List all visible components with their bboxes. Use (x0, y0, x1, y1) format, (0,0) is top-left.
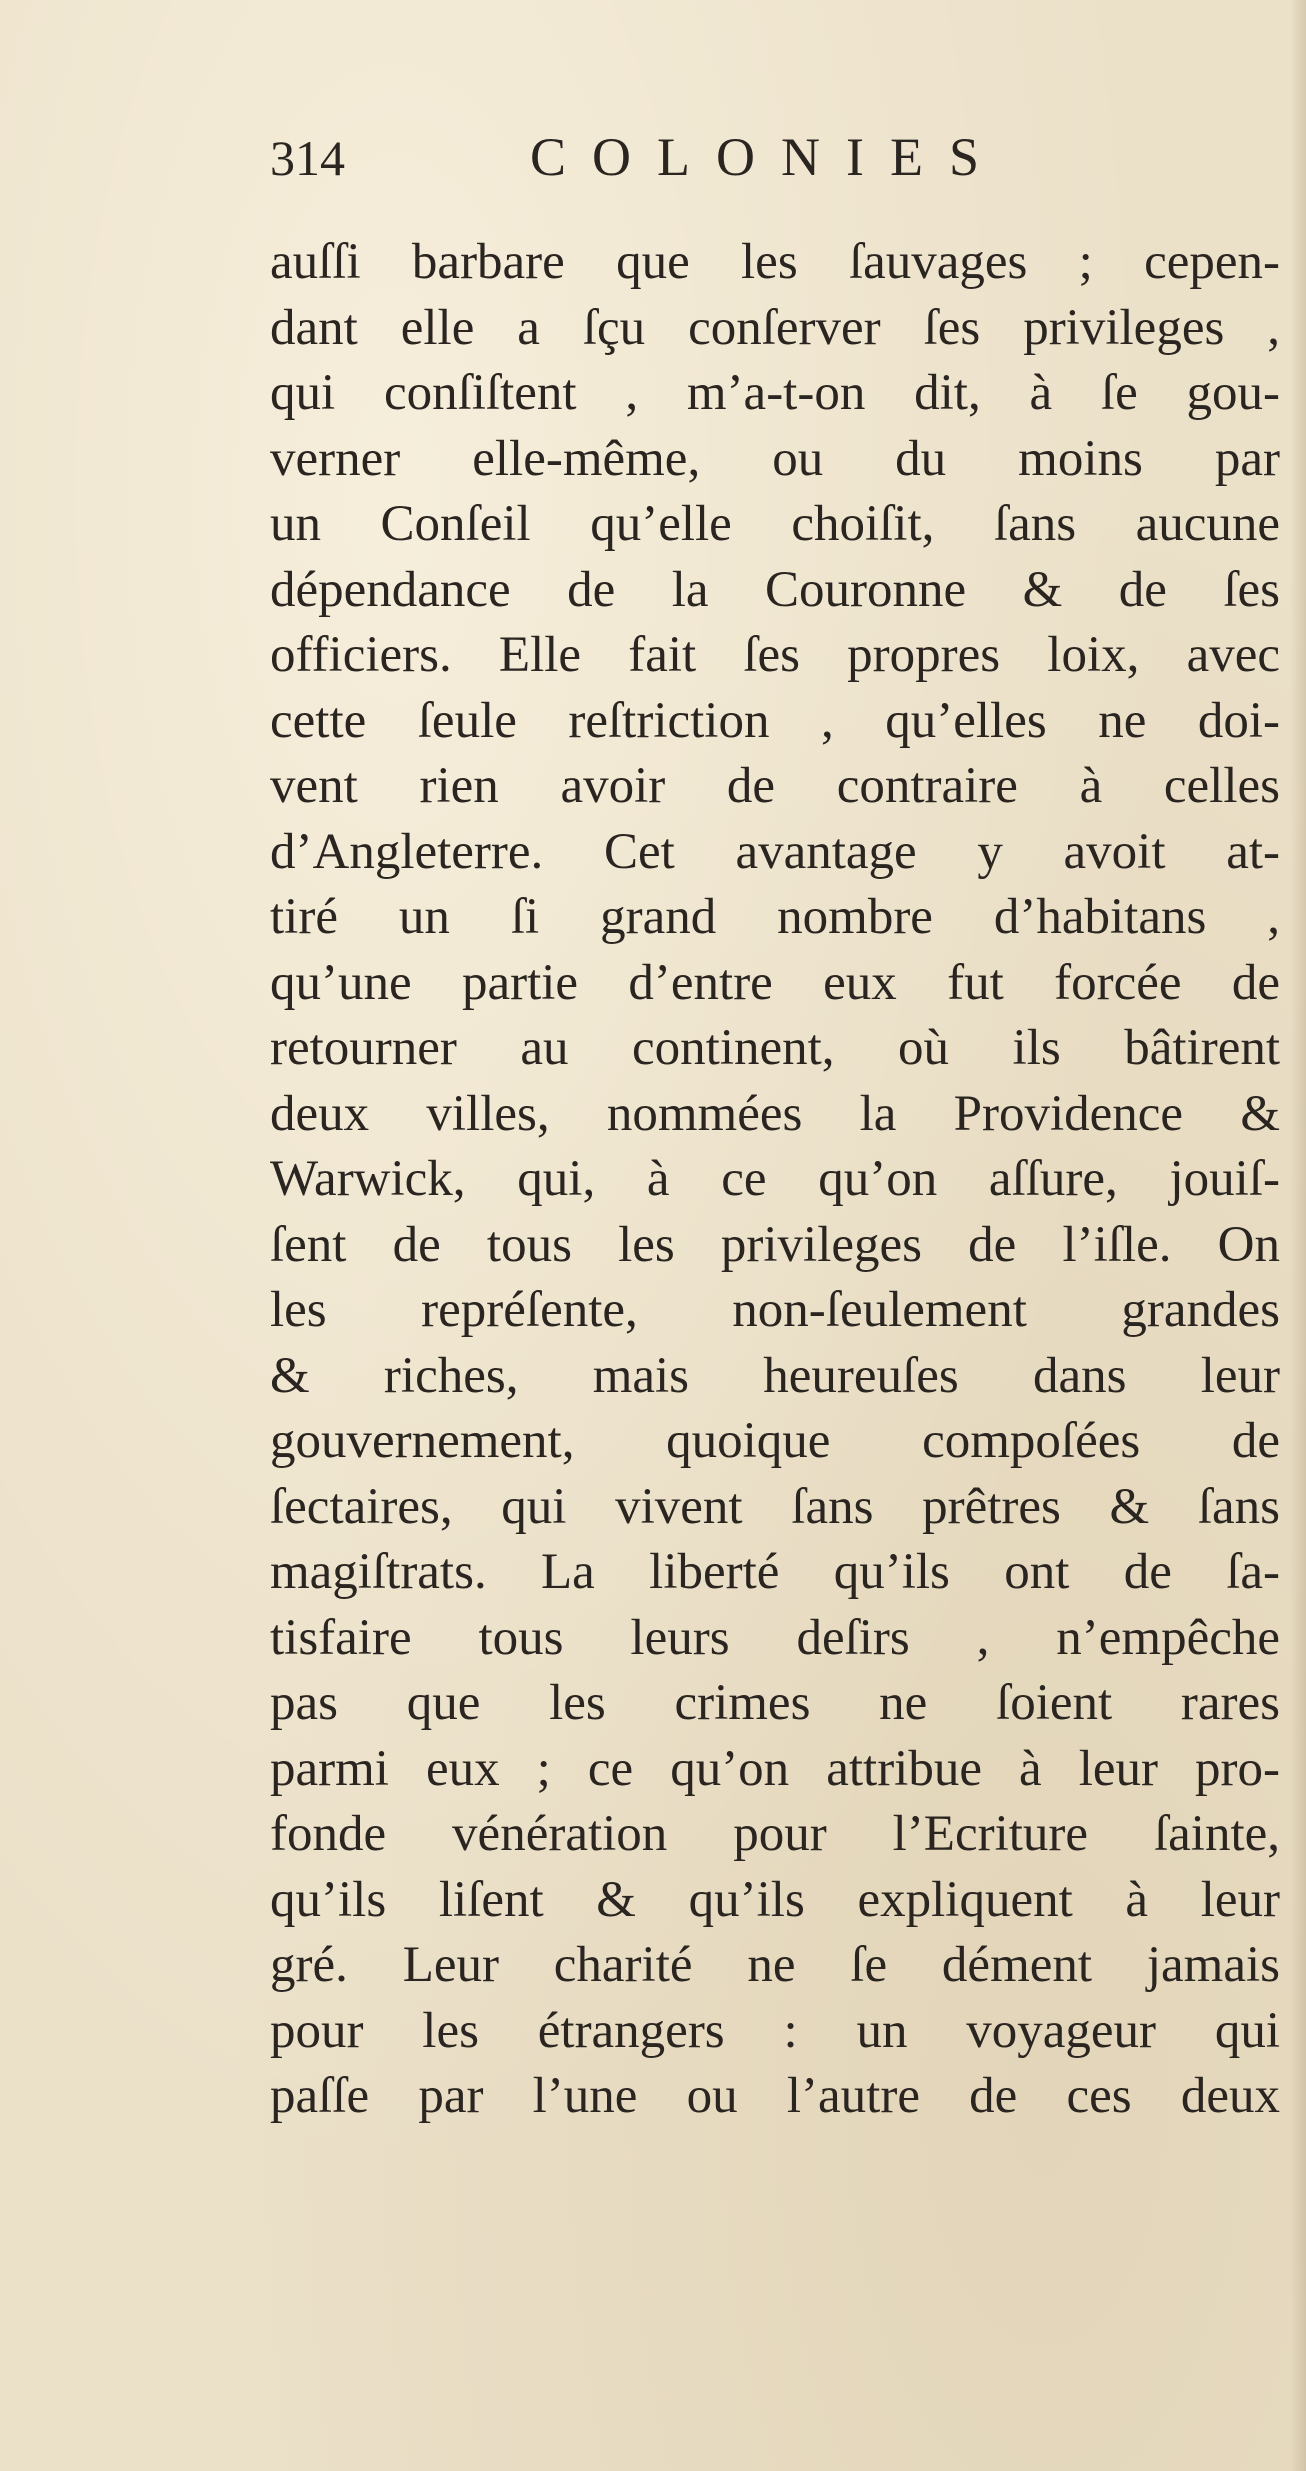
text-line: dant elle a ſçu conſerver ſes privileges , (270, 299, 1280, 356)
text-line: ſectaires, qui vivent ſans prêtres & ſans (270, 1478, 1280, 1535)
text-line: officiers. Elle fait ſes propres loix, avec (270, 627, 1280, 683)
text-line: dépendance de la Couronne & de ſes (270, 561, 1280, 618)
text-line: un Conſeil qu’elle choiſit, ſans aucune (270, 496, 1280, 552)
text-line: tisfaire tous leurs deſirs , n’empêche (270, 1609, 1280, 1666)
text-line: paſſe par l’une ou l’autre de ces deux (270, 2068, 1280, 2124)
text-line: auſſi barbare que les ſauvages ; cepen- (270, 234, 1280, 290)
text-line: gouvernement, quoique compoſées de (270, 1413, 1280, 1469)
text-line: parmi eux ; ce qu’on attribue à leur pro- (270, 1740, 1280, 1797)
text-line: deux villes, nommées la Providence & (270, 1085, 1280, 1142)
text-line: les repréſente, non-ſeulement grandes (270, 1282, 1280, 1338)
text-line: vent rien avoir de contraire à celles (270, 758, 1280, 814)
page-edge-shadow (1290, 0, 1306, 2471)
body-text (270, 230, 1280, 2130)
text-line: d’Angleterre. Cet avantage y avoit at- (270, 823, 1280, 880)
running-head: COLONIES (530, 127, 1005, 187)
text-line: pour les étrangers : un voyageur qui (270, 2002, 1280, 2059)
text-line: ſent de tous les privileges de l’iſle. On (270, 1216, 1280, 1273)
text-line: retourner au continent, où ils bâtirent (270, 1020, 1280, 1076)
page-header (270, 118, 1270, 198)
text-line: & riches, mais heureuſes dans leur (270, 1347, 1280, 1404)
text-line: fonde vénération pour l’Ecriture ſainte, (270, 1806, 1280, 1862)
text-line: qu’une partie d’entre eux fut forcée de (270, 954, 1280, 1011)
text-line: gré. Leur charité ne ſe dément jamais (270, 1937, 1280, 1993)
text-line: Warwick, qui, à ce qu’on aſſure, jouiſ- (270, 1151, 1280, 1207)
page-number: 314 (270, 130, 345, 186)
text-line: qui conſiſtent , m’a-t-on dit, à ſe gou- (270, 365, 1280, 421)
text-line: pas que les crimes ne ſoient rares (270, 1675, 1280, 1731)
text-line: magiſtrats. La liberté qu’ils ont de ſa- (270, 1544, 1280, 1600)
text-line: cette ſeule reſtriction , qu’elles ne doi- (270, 692, 1280, 749)
text-line: tiré un ſi grand nombre d’habitans , (270, 889, 1280, 945)
text-line: qu’ils liſent & qu’ils expliquent à leur (270, 1871, 1280, 1928)
text-line: verner elle-même, ou du moins par (270, 430, 1280, 487)
